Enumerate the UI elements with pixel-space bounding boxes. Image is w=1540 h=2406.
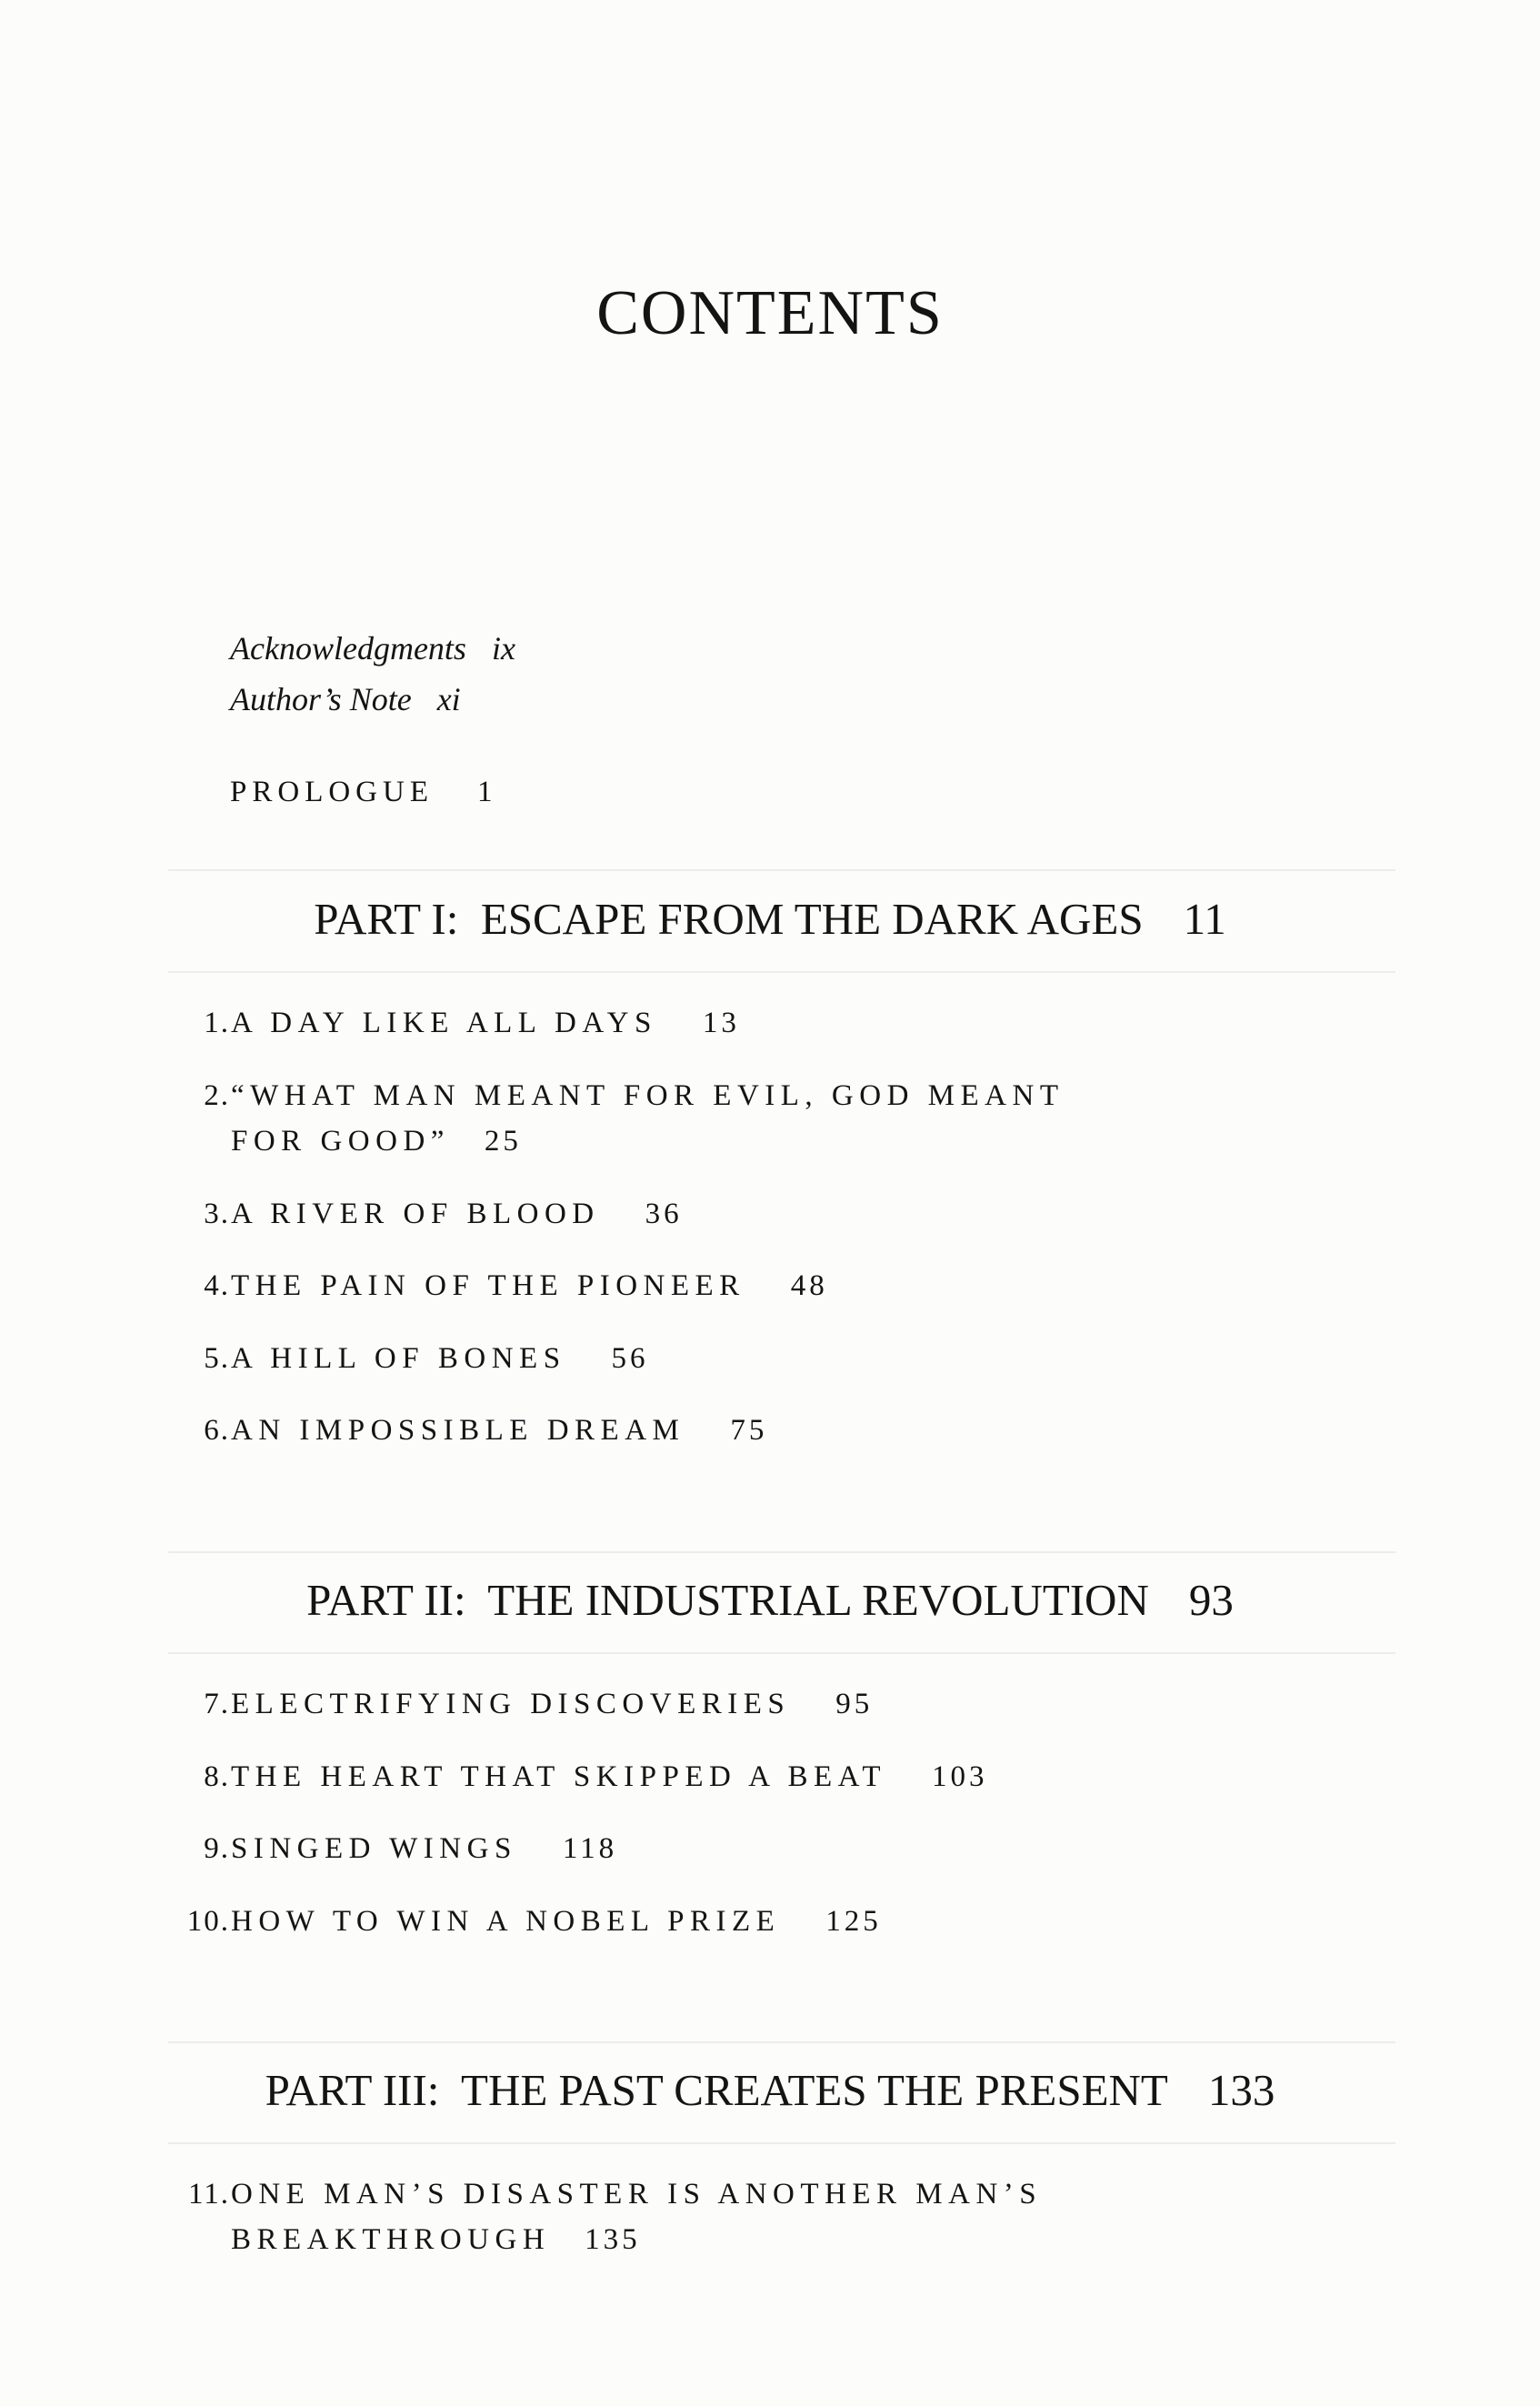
chapter-number: 3. [204,1198,230,1230]
chapter-title: THE PAIN OF THE PIONEER [231,1269,745,1302]
part-label: PART II: [306,1575,466,1625]
chapter-entry-9 [168,1826,617,1871]
front-matter-authors-note [230,680,461,718]
chapter-entry-8 [168,1754,988,1799]
chapter-title-continued: BREAKTHROUGH [231,2223,551,2256]
chapter-entry-4 [168,1263,828,1308]
chapter-title: “WHAT MAN MEANT FOR EVIL, GOD MEANT [231,1079,1065,1112]
chapter-entry-11 [168,2171,1042,2262]
part-heading-2 [0,1574,1540,1626]
page-title: CONTENTS [596,278,944,348]
chapter-page: 25 [484,1125,522,1158]
chapter-entry-7 [168,1681,873,1727]
chapter-page: 95 [835,1688,874,1720]
chapter-number: 4. [204,1269,230,1302]
part-page: 11 [1183,894,1226,944]
chapter-number: 6. [204,1414,230,1447]
part-label: PART III: [265,2065,440,2115]
chapter-page: 48 [790,1269,828,1302]
chapter-number: 11. [187,2178,230,2211]
divider-rule [168,2041,1395,2043]
chapter-number: 10. [186,1905,230,1938]
chapter-number: 8. [204,1760,230,1793]
part-label: PART I: [314,894,459,944]
chapter-title: ONE MAN’S DISASTER IS ANOTHER MAN’S [231,2178,1043,2211]
chapter-number: 5. [204,1342,230,1375]
chapter-title: A HILL OF BONES [231,1342,566,1375]
part-page: 133 [1207,2065,1275,2115]
chapter-number: 7. [204,1688,230,1720]
part-title: ESCAPE FROM THE DARK AGES [480,894,1144,944]
divider-rule [168,869,1395,871]
chapter-number: 1. [204,1007,230,1039]
part-heading-1 [0,893,1540,945]
front-matter-label: Author’s Note [230,681,412,717]
chapter-entry-10 [168,1899,882,1944]
chapter-title: AN IMPOSSIBLE DREAM [231,1414,685,1447]
chapter-number: 9. [204,1832,230,1865]
prologue-entry [230,776,493,809]
prologue-page: 1 [477,776,493,808]
chapter-page: 56 [611,1342,649,1375]
divider-rule [168,971,1395,973]
chapter-entry-1 [168,1000,740,1046]
part-title: THE INDUSTRIAL REVOLUTION [487,1575,1149,1625]
divider-rule [168,2142,1395,2144]
prologue-label: PROLOGUE [230,776,435,808]
chapter-title: A DAY LIKE ALL DAYS [231,1007,657,1039]
chapter-page: 75 [730,1414,768,1447]
front-matter-acknowledgments [230,629,515,667]
part-title: THE PAST CREATES THE PRESENT [461,2065,1168,2115]
divider-rule [168,1652,1395,1654]
chapter-entry-6 [168,1408,767,1453]
chapter-page: 125 [825,1905,882,1938]
front-matter-page: xi [436,681,461,717]
chapter-title-continued: FOR GOOD” [231,1125,450,1158]
chapter-page: 135 [585,2223,641,2256]
chapter-entry-5 [168,1336,649,1381]
divider-rule [168,1551,1395,1553]
chapter-page: 36 [645,1198,683,1230]
chapter-entry-3 [168,1191,683,1237]
chapter-title: ELECTRIFYING DISCOVERIES [231,1688,791,1720]
chapter-title: THE HEART THAT SKIPPED A BEAT [231,1760,886,1793]
chapter-number: 2. [204,1079,230,1112]
chapter-entry-2 [168,1073,1065,1164]
part-page: 93 [1188,1575,1234,1625]
front-matter-label: Acknowledgments [230,630,466,667]
chapter-page: 118 [562,1832,618,1865]
chapter-page: 13 [702,1007,740,1039]
chapter-page: 103 [932,1760,988,1793]
chapter-title: SINGED WINGS [231,1832,517,1865]
chapter-title: HOW TO WIN A NOBEL PRIZE [231,1905,781,1938]
chapter-title: A RIVER OF BLOOD [231,1198,600,1230]
part-heading-3 [0,2064,1540,2116]
front-matter-page: ix [491,630,515,667]
